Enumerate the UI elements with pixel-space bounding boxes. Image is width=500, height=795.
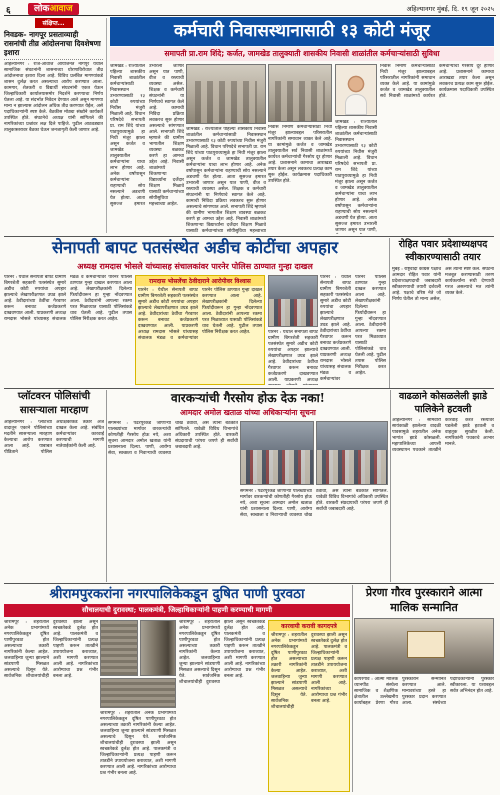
story5-headline: वारकऱ्यांची गैरसोय होऊ देऊ नका! bbox=[171, 391, 325, 405]
column-rule bbox=[389, 238, 390, 388]
story5-body-right: संगमनेर : पंढरपूरकडे जाणाऱ्या पालख्यांच्या मार्गावर वारकऱ्यांची कोणतीही गैरसोय होऊ नये, अशा सूचना आमदार अमोल खताळ यांनी प्रशासनाला दिल्या. पाणी, आरोग्य सेवा, स्वच्छता व निवाऱ्याची व्यवस्था चोख ठेवावी, असे त्यांनी बैठकीत सांगितले. यावेळी विविध विभागांचे अधिकारी उपस्थित होते. वारकरी संप्रदायाची परंपरा जपणे ही सर्वांची जबाबदारी आहे. bbox=[240, 489, 388, 518]
story2-headline: सेनापती बापट पतसंस्थेत अडीच कोटींचा अपहार bbox=[52, 238, 338, 257]
dateline: अहिल्यानगर मुंबई, दि. १९ जून २०२५ bbox=[406, 5, 494, 13]
sidebar-brief bbox=[4, 18, 107, 233]
lead-subhead: समापती प्रा.राम शिंदे; कर्जत, जामखेड तालुक्याती शासकीय निवासी शाळांतील कर्मचाऱ्यांसाठी सुविधा bbox=[110, 47, 494, 61]
lead-headline: कर्मचारी निवासस्थानासाठी १३ कोटी मंजूर bbox=[110, 17, 494, 46]
story3-headline: रोहित पवार प्रदेशाध्यक्षपद स्वीकारण्यासाठी तयार bbox=[398, 239, 488, 263]
story4-body: अहिल्यानगर : प्लॉटच्या वादातून एकाने पोलिसांच्या मदतीने सासऱ्याला मारहाण केल्याचा आरोप करण्यात आला आहे. याबाबत पीडिताने पोलिस अधीक्षकांकडे तक्रार अर्ज दाखल केला आहे. संबंधित कर्मचाऱ्यांवर कारवाई करण्याची मागणी नातेवाईकांनी केली आहे. bbox=[4, 420, 104, 455]
story4-headline: प्लॉटवरन पोलिसांची सासऱ्याला मारहाण bbox=[17, 391, 91, 416]
lead-body-left: जामखेड : राज्यातील पहिल्या शासकीय निवासी शाळांतील कर्मचाऱ्यांसाठी निवासस्थान उभारण्यासाठी १३ कोटी रुपयांच्या निधीस मंजुरी मिळाली आहे. विधान परिषदेचे सभापती प्रा. राम शिंदे यांच्या पाठपुराव्यामुळे हा निधी मंजूर झाला असून कर्जत व जामखेड तालुक्यातील कर्मचाऱ्यांना याचा लाभ होणार आहे. अनेक वर्षांपासून कर्मचाऱ्यांना राहण्याची सोय नसल्याने अडचणी येत होत्या. आता सुसज्ज इमारत उभारली जाणार असून यात पाणी, वीज व रस्त्याची व्यवस्था असेल. शिक्षक व कर्मचारी संघटनांनी या निर्णयाचे स्वागत केले आहे. कामाची निविदा प्रक्रिया लवकरच सुरू होणार असल्याचे सांगण्यात आले. सभापती शिंदे म्हणाले की ग्रामीण भागातील शिक्षण व्यवस्था बळकट करणे हा आमचा उद्देश आहे. निवासी शाळांमध्ये शिकणाऱ्या विद्यार्थ्यांना दर्जेदार शिक्षण मिळावे यासाठी कर्मचाऱ्यांच्या सोयीसुविधा महत्त्वाच्या आहेत. bbox=[110, 64, 184, 207]
sidebar-section-label: संक्षिप्त... bbox=[35, 18, 73, 28]
sidebar-headline: निवडक- नागपूर प्रसताव्याही रासनांची तीव्र आंदोलनाचा दिवशेषणा इशारा bbox=[4, 30, 103, 60]
lead-body-right-2: जामखेड : राज्यातील पहिल्या शासकीय निवासी शाळांतील कर्मचाऱ्यांसाठी निवासस्थान उभारण्यासाठी १३ कोटी रुपयांच्या निधीस मंजुरी मिळाली आहे. विधान परिषदेचे सभापती प्रा. राम शिंदे यांच्या पाठपुराव्यामुळे हा निधी मंजूर झाला असून कर्जत व जामखेड तालुक्यातील कर्मचाऱ्यांना याचा लाभ होणार आहे. अनेक वर्षांपासून कर्मचाऱ्यांना राहण्याची सोय नसल्याने अडचणी येत होत्या. आता सुसज्ज इमारत उभारली जाणार असून यात पाणी, bbox=[335, 120, 377, 233]
story2-body-right: पारनेर : येथील सेनापती बापट ग्रामीण बिगरशेती सहकारी पतसंस्थेत सुमारे अडीच कोटी रुपयांचा अपहार झाल्याचे लेखापरीक्षणात उघड झाले आहे. ठेवीदारांच्या ठेवींचा गैरवापर करून बनावट कर्जप्रकरणे दाखवण्यात आली. याप्रकरणी अध्यक्ष रामदास भोसले यांच्यासह संचालक मंडळ व कर्मचाऱ्यांवर पारनेर पोलिस ठाण्यात गुन्हा दाखल करण्यात आला आहे. लेखापरीक्षकांनी दिलेल्या फिर्यादीवरून हा गुन्हा नोंदवण्यात आला. ठेवीदारांनी आपल्या रकमा परत मिळाव्यात यासाठी पोलिसांकडे धाव घेतली आहे. पुढील तपास पोलिस निरीक्षक करत आहेत. bbox=[320, 275, 386, 382]
story7-body-center: श्रीरामपूर : शहरातील अनेक प्रभागांमध्ये नगरपालिकेकडून दूषित पाणीपुरवठा होत असल्याच्या तक्रारी नागरिकांनी केल्या आहेत. जलवाहिन्या जुन्या झाल्याने सांडपाणी मिसळत असल्याचे दिसून येते. सार्वजनिक शौचालयांचीही दुरावस्था झाली असून स्वच्छतेकडे दुर्लक्ष होत आहे. पालकमंत्री व जिल्हाधिकाऱ्यांनी प्रत्यक्ष पाहणी करून तातडीने उपाययोजना कराव्यात, अशी मागणी करण्यात आली आहे. नागरिकांच्या आरोग्याचा प्रश्न गंभीर बनला आहे. bbox=[179, 620, 265, 685]
divider-3 bbox=[4, 583, 494, 584]
story6-headline: वाढळाने कोसळलेली झाडे पालिकेने हटवली bbox=[398, 391, 488, 415]
brand-part-a: लोक bbox=[34, 4, 50, 14]
story2-body-mid: पारनेर : येथील सेनापती बापट ग्रामीण बिगरशेती सहकारी पतसंस्थेत सुमारे अडीच कोटी रुपयांचा अपहार झाल्याचे लेखापरीक्षणात उघड झाले आहे. ठेवीदारांच्या ठेवींचा गैरवापर करून बनावट कर्जप्रकरणे दाखवण्यात आली. याप्रकरणी अध्यक्ष bbox=[268, 330, 318, 383]
story7-box bbox=[268, 620, 350, 792]
story2-body-left: पारनेर : येथील सेनापती बापट ग्रामीण बिगरशेती सहकारी पतसंस्थेत सुमारे अडीच कोटी रुपयांचा अपहार झाल्याचे लेखापरीक्षणात उघड झाले आहे. ठेवीदारांच्या ठेवींचा गैरवापर करून बनावट कर्जप्रकरणे दाखवण्यात आली. याप्रकरणी अध्यक्ष रामदास भोसले यांच्यासह संचालक मंडळ व कर्मचाऱ्यांवर पारनेर पोलिस ठाण्यात गुन्हा दाखल करण्यात आला आहे. लेखापरीक्षकांनी दिलेल्या फिर्यादीवरून हा गुन्हा नोंदवण्यात आला. ठेवीदारांनी आपल्या रकमा परत मिळाव्यात यासाठी पोलिसांकडे धाव घेतली आहे. पुढील तपास पोलिस निरीक्षक करत आहेत. bbox=[4, 275, 132, 322]
story7-box-title: कारवायी करावी कागदपत्रे bbox=[269, 621, 349, 631]
lead-photo-building bbox=[186, 64, 266, 124]
story7-photo-3 bbox=[100, 678, 176, 708]
lead-body-mid: जामखेड : राज्यातील पहिल्या शासकीय निवासी शाळांतील कर्मचाऱ्यांसाठी निवासस्थान उभारण्यासाठी १३ कोटी रुपयांच्या निधीस मंजुरी मिळाली आहे. विधान परिषदेचे सभापती प्रा. राम शिंदे यांच्या पाठपुराव्यामुळे हा निधी मंजूर झाला असून कर्जत व जामखेड तालुक्यातील कर्मचाऱ्यांना याचा लाभ होणार आहे. अनेक वर्षांपासून कर्मचाऱ्यांना राहण्याची सोय नसल्याने अडचणी येत होत्या. आता सुसज्ज इमारत उभारली जाणार असून यात पाणी, वीज व रस्त्याची व्यवस्था असेल. शिक्षक व कर्मचारी संघटनांनी या निर्णयाचे स्वागत केले आहे. कामाची निविदा प्रक्रिया लवकरच सुरू होणार असल्याचे सांगण्यात आले. सभापती शिंदे म्हणाले की ग्रामीण भागातील शिक्षण व्यवस्था बळकट करणे हा आमचा उद्देश आहे. निवासी शाळांमध्ये शिकणाऱ्या विद्यार्थ्यांना दर्जेदार शिक्षण मिळावे यासाठी कर्मचाऱ्यांच्या सोयीसुविधा महत्त्वाच्या bbox=[186, 127, 266, 234]
story8-headline: प्रेरणा गौरव पुरस्काराने आत्मा मालिक सन्मानित bbox=[365, 586, 483, 614]
story2-highlight-box bbox=[135, 275, 265, 385]
brand-logo bbox=[28, 3, 79, 15]
lead-body-right: निवास निर्माण कर्मचाऱ्यांसाठी निधी मंजूर झाल्याबद्दल परिसरातील नागरिकांनी समाधान व्यक्त केले आहे. या कामांमुळे कर्जत व जामखेड तालुक्यातील सर्व निवासी शाळांमध्ये कार्यरत कर्मचाऱ्यांची गैरसोय दूर होणार आहे. प्रशासनाने कामाचा आराखडा तयार केला असून लवकरच प्रत्यक्ष काम सुरू होईल. कार्यक्रमास पदाधिकारी उपस्थित होते. bbox=[380, 64, 494, 99]
brand-part-b: आवाज bbox=[49, 4, 73, 14]
column-rule-3 bbox=[390, 390, 391, 582]
divider-1 bbox=[4, 236, 494, 237]
story7-box-body: श्रीरामपूर : शहरातील अनेक प्रभागांमध्ये नगरपालिकेकडून दूषित पाणीपुरवठा होत असल्याच्या तक्रारी नागरिकांनी केल्या आहेत. जलवाहिन्या जुन्या झाल्याने सांडपाणी मिसळत असल्याचे दिसून येते. सार्वजनिक शौचालयांचीही दुरावस्था झाली असून स्वच्छतेकडे दुर्लक्ष होत आहे. पालकमंत्री व जिल्हाधिकाऱ्यांनी प्रत्यक्ष पाहणी करून तातडीने उपाययोजना कराव्यात, अशी मागणी करण्यात आली आहे. नागरिकांच्या आरोग्याचा प्रश्न गंभीर बनला आहे. bbox=[271, 633, 347, 710]
story5-photo-2 bbox=[316, 421, 388, 485]
sidebar-body: अहिल्यानगर : राज-आवाज आयोजनेत नागपूर येथील सामाजिक संघटनांनी शासनाच्या धोरणाविरोधात तीव्र आंदोलनाचा इशारा दिला आहे. विविध प्रलंबित मागण्यांकडे शासन दुर्लक्ष करत असल्याचा आरोप करण्यात आला. कामगार, शेतकरी व विद्यार्थी संघटनांनी एकत्र येऊन जिल्हाधिकारी कार्यालयासमोर निदर्शने करण्याचा निर्णय घेतला आहे. या संदर्भात निवेदन देण्यात आले असून मागण्या मान्य न झाल्यास आंदोलन अधिक तीव्र करण्यात येईल, असे पदाधिकाऱ्यांनी स्पष्ट केले. बैठकीस मोठ्या संख्येने कार्यकर्ते उपस्थित होते. संघटनेचे अध्यक्ष यांनी सांगितले की नागरिकांच्या प्रश्नांवर लक्ष दिले पाहिजे. पुढील आठवड्यात तालुकास्तरावर बैठका घेऊन जनजागृती केली जाणार आहे. bbox=[4, 62, 103, 133]
story2-subhead: अध्यक्ष रामदास भोसले यांच्यासह संचालकांवर पारनेर पोलिस ठाण्यात गुन्हा दाखल bbox=[77, 261, 313, 271]
story7-body-left: श्रीरामपूर : शहरातील अनेक प्रभागांमध्ये नगरपालिकेकडून दूषित पाणीपुरवठा होत असल्याच्या तक्रारी नागरिकांनी केल्या आहेत. जलवाहिन्या जुन्या झाल्याने सांडपाणी मिसळत असल्याचे दिसून येते. सार्वजनिक शौचालयांचीही दुरावस्था झाली असून स्वच्छतेकडे दुर्लक्ष होत आहे. पालकमंत्री व जिल्हाधिकाऱ्यांनी प्रत्यक्ष पाहणी करून तातडीने उपाययोजना कराव्यात, अशी मागणी करण्यात आली आहे. नागरिकांच्या आरोग्याचा प्रश्न गंभीर बनला आहे. bbox=[4, 620, 98, 679]
story2-box-body: पारनेर : येथील सेनापती बापट ग्रामीण बिगरशेती सहकारी पतसंस्थेत सुमारे अडीच कोटी रुपयांचा अपहार झाल्याचे लेखापरीक्षणात उघड झाले आहे. ठेवीदारांच्या ठेवींचा गैरवापर करून बनावट कर्जप्रकरणे दाखवण्यात आली. याप्रकरणी अध्यक्ष रामदास भोसले यांच्यासह संचालक मंडळ व कर्मचाऱ्यांवर पारनेर पोलिस ठाण्यात गुन्हा दाखल करण्यात आला आहे. लेखापरीक्षकांनी दिलेल्या फिर्यादीवरून हा गुन्हा नोंदवण्यात आला. ठेवीदारांनी आपल्या रकमा परत मिळाव्यात यासाठी पोलिसांकडे धाव घेतली आहे. पुढील तपास पोलिस निरीक्षक करत आहेत. bbox=[138, 288, 262, 341]
lead-portrait bbox=[335, 64, 377, 116]
story2-photo bbox=[268, 275, 318, 327]
story5-subhead: आमदार अमोल खताळ यांच्या अधिकाऱ्यांना सूचना bbox=[180, 408, 316, 417]
divider-2 bbox=[4, 388, 494, 389]
story7-headline: श्रीरामपुरकरांना नगरपालिकेकडून दुषित पाणी पुरवठा bbox=[49, 586, 305, 602]
story7-photo-1 bbox=[100, 620, 138, 676]
story3-body: मुंबई : राष्ट्रवादी काँग्रेस पक्षाचे आमदार रोहित पवार यांनी प्रदेशाध्यक्षपदाची जबाबदारी स्वीकारण्याची तयारी दर्शवली आहे. पक्षाचे वरिष्ठ नेते जो निर्णय घेतील तो मान्य असेल, असे त्यांनी स्पष्ट केले. संघटना मजबूत करण्यासाठी तरुण कार्यकर्त्यांना संधी देण्याची गरज असल्याचे मत त्यांनी व्यक्त केले. bbox=[392, 267, 494, 302]
lead-photo-site bbox=[268, 64, 332, 122]
story7-body-mid: श्रीरामपूर : शहरातील अनेक प्रभागांमध्ये नगरपालिकेकडून दूषित पाणीपुरवठा होत असल्याच्या तक्रारी नागरिकांनी केल्या आहेत. जलवाहिन्या जुन्या झाल्याने सांडपाणी मिसळत असल्याचे दिसून येते. सार्वजनिक शौचालयांचीही दुरावस्था झाली असून स्वच्छतेकडे दुर्लक्ष होत आहे. पालकमंत्री व जिल्हाधिकाऱ्यांनी प्रत्यक्ष पाहणी करून तातडीने उपाययोजना कराव्यात, अशी मागणी करण्यात आली आहे. नागरिकांच्या आरोग्याचा प्रश्न गंभीर बनला आहे. bbox=[100, 711, 176, 776]
story8-body: कोपरगाव : आत्मा मालिक ध्यानपीठ संस्थेला सामाजिक व शैक्षणिक क्षेत्रातील उल्लेखनीय कार्याबद्दल प्रेरणा गौरव पुरस्काराने सन्मानित करण्यात आले. मान्यवरांच्या हस्ते हा पुरस्कार प्रदान करण्यात आला. संस्थेच्या पदाधिकाऱ्यांनी पुरस्कार स्वीकारला. या यशाबद्दल सर्वत्र अभिनंदन होत आहे. bbox=[354, 677, 494, 706]
column-rule-2 bbox=[106, 390, 107, 582]
column-rule-4 bbox=[352, 585, 353, 792]
page-number: ६ bbox=[6, 6, 11, 16]
story5-body-left: संगमनेर : पंढरपूरकडे जाणाऱ्या पालख्यांच्या मार्गावर वारकऱ्यांची कोणतीही गैरसोय होऊ नये, अशा सूचना आमदार अमोल खताळ यांनी प्रशासनाला दिल्या. पाणी, आरोग्य सेवा, स्वच्छता व निवाऱ्याची व्यवस्था चोख ठेवावी, असे त्यांनी बैठकीत सांगितले. यावेळी विविध विभागांचे अधिकारी उपस्थित होते. वारकरी संप्रदायाची परंपरा जपणे ही सर्वांची जबाबदारी आहे. bbox=[108, 421, 238, 456]
story7-photo-2 bbox=[140, 620, 176, 676]
story7-band: सौचालयाची दुरावस्था; पालकमंत्री, जिल्हाधिकाऱ्यांनी पाहणी करण्याची मागणी bbox=[4, 604, 350, 617]
masthead bbox=[4, 3, 496, 16]
story2-box-title: रामदास भोसलेंचा ठेवीदाराने आरोपीवर विश्वास bbox=[136, 276, 264, 286]
story8-photo bbox=[354, 618, 494, 674]
story6-body: अहिल्यानगर : सोमवारी सायंकाळी झालेल्या वादळी पावसामुळे शहरातील अनेक भागांत झाडे कोसळली. महापालिकेच्या आपत्ती व्यवस्थापन पथकाने तातडीने कारवाई करत रस्त्यावर पडलेली झाडे हटवली व वाहतूक सुरळीत केली. नागरिकांनी पथकाचे आभार मानले. bbox=[392, 418, 494, 453]
story5-photo-1 bbox=[240, 421, 314, 485]
lead-body-center: निवास निर्माण कर्मचाऱ्यांसाठी निधी मंजूर झाल्याबद्दल परिसरातील नागरिकांनी समाधान व्यक्त केले आहे. या कामांमुळे कर्जत व जामखेड तालुक्यातील सर्व निवासी शाळांमध्ये कार्यरत कर्मचाऱ्यांची गैरसोय दूर होणार आहे. प्रशासनाने कामाचा आराखडा तयार केला असून लवकरच प्रत्यक्ष काम सुरू होईल. कार्यक्रमास पदाधिकारी उपस्थित होते. bbox=[268, 125, 332, 184]
